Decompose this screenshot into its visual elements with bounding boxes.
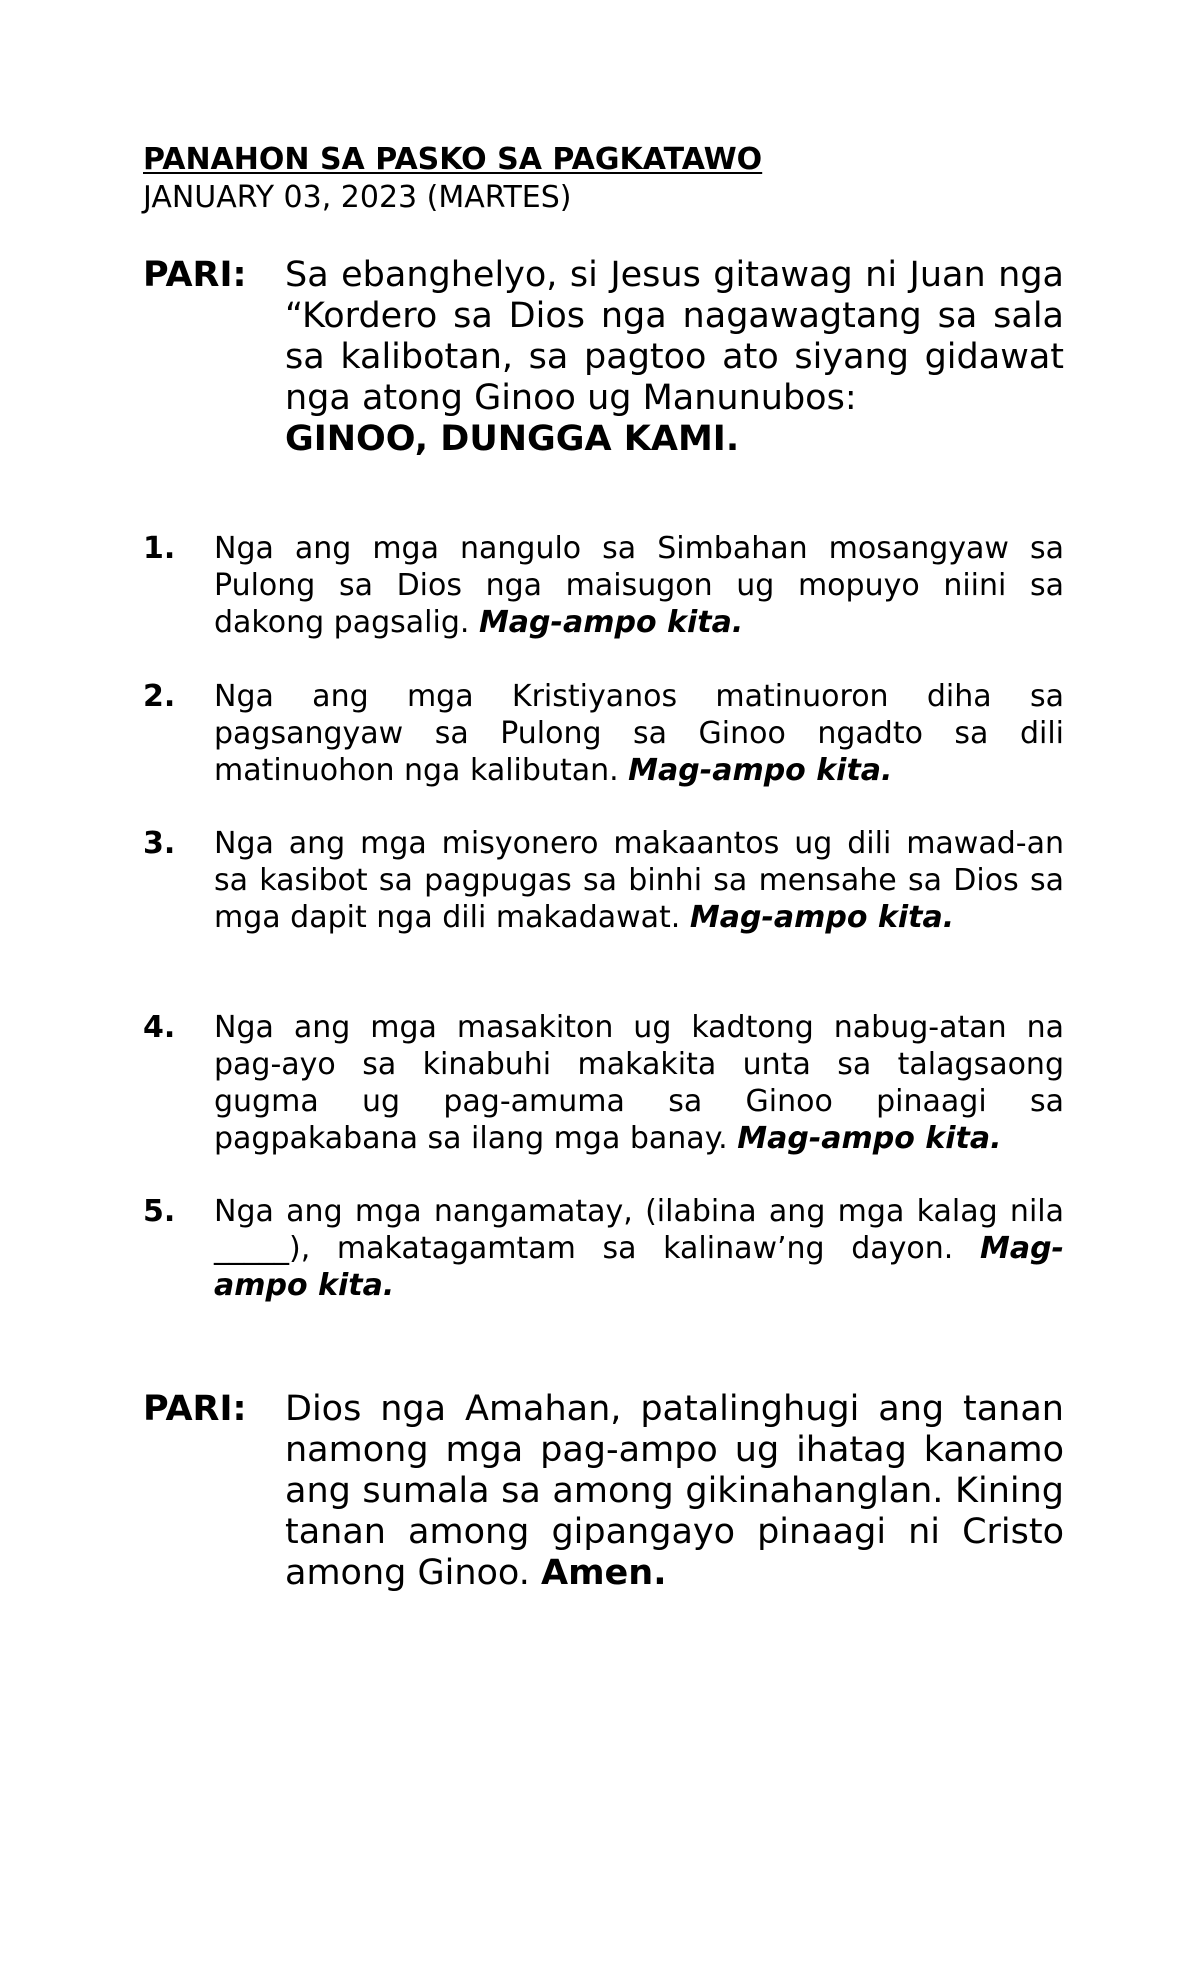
intention-text: Nga ang mga nangulo sa Simbahan mosangyaw sa Pulong sa Dios nga maisugon ug mopuyo niini sa dakong pagsalig. [214,531,1064,640]
intention-text-block [214,825,1064,936]
closing-text: Dios nga Amahan, patalinghugi ang tanan namong mga pag-ampo ug ihatag kanamo ang sumala sa among gikinahanglan. Kining tanan among gipangayo pinaagi ni Cristo among Ginoo. [285,1389,1064,1593]
intention-text-block [214,530,1064,641]
intention-text: Nga ang mga nangamatay, (ilabina ang mga kalag nila _____), makatagamtam sa kalinaw’ng dayon. [214,1194,1064,1266]
intro-text-block [285,255,1064,460]
intention-text-block [214,678,1064,789]
intention-number: 5. [143,1194,176,1229]
intro-speaker-label: PARI: [143,255,247,295]
intention-response: Mag-ampo kita. [478,605,744,640]
intention-response: Mag-ampo kita. [689,900,955,935]
intention-text: Nga ang mga misyonero makaantos ug dili mawad-an sa kasibot sa pagpugas sa binhi sa mensahe sa Dios sa mga dapit nga dili makadawat. [214,826,1064,935]
intention-response: Mag-ampo kita. [214,1231,1064,1303]
intention-response: Mag-ampo kita. [628,753,893,788]
intro-response: GINOO, DUNGGA KAMI. [285,419,740,459]
intention-text: Nga ang mga masakiton ug kadtong nabug-atan na pag-ayo sa kinabuhi makakita unta sa talagsaong gugma ug pag-amuma sa Ginoo pinaagi sa pagpakabana sa ilang mga banay. [214,1010,1064,1156]
closing-speaker-label: PARI: [143,1389,247,1429]
intention-text-block [214,1193,1064,1304]
intention-number: 1. [143,531,176,566]
intention-number: 3. [143,826,176,861]
closing-response: Amen. [540,1553,667,1593]
intention-text-block [214,1009,1064,1157]
intention-response: Mag-ampo kita. [737,1121,1002,1156]
intention-number: 2. [143,679,176,714]
date-line: JANUARY 03, 2023 (MARTES) [143,180,572,215]
closing-text-block [285,1389,1064,1594]
intention-number: 4. [143,1010,176,1045]
intention-text: Nga ang mga Kristiyanos matinuoron diha sa pagsangyaw sa Pulong sa Ginoo ngadto sa dili matinuohon nga kalibutan. [214,679,1064,788]
page-title: PANAHON SA PASKO SA PAGKATAWO [143,142,763,177]
intro-text: Sa ebanghelyo, si Jesus gitawag ni Juan nga “Kordero sa Dios nga nagawagtang sa sala sa kalibotan, sa pagtoo ato siyang gidawat nga atong Ginoo ug Manunubos: [285,255,1064,418]
